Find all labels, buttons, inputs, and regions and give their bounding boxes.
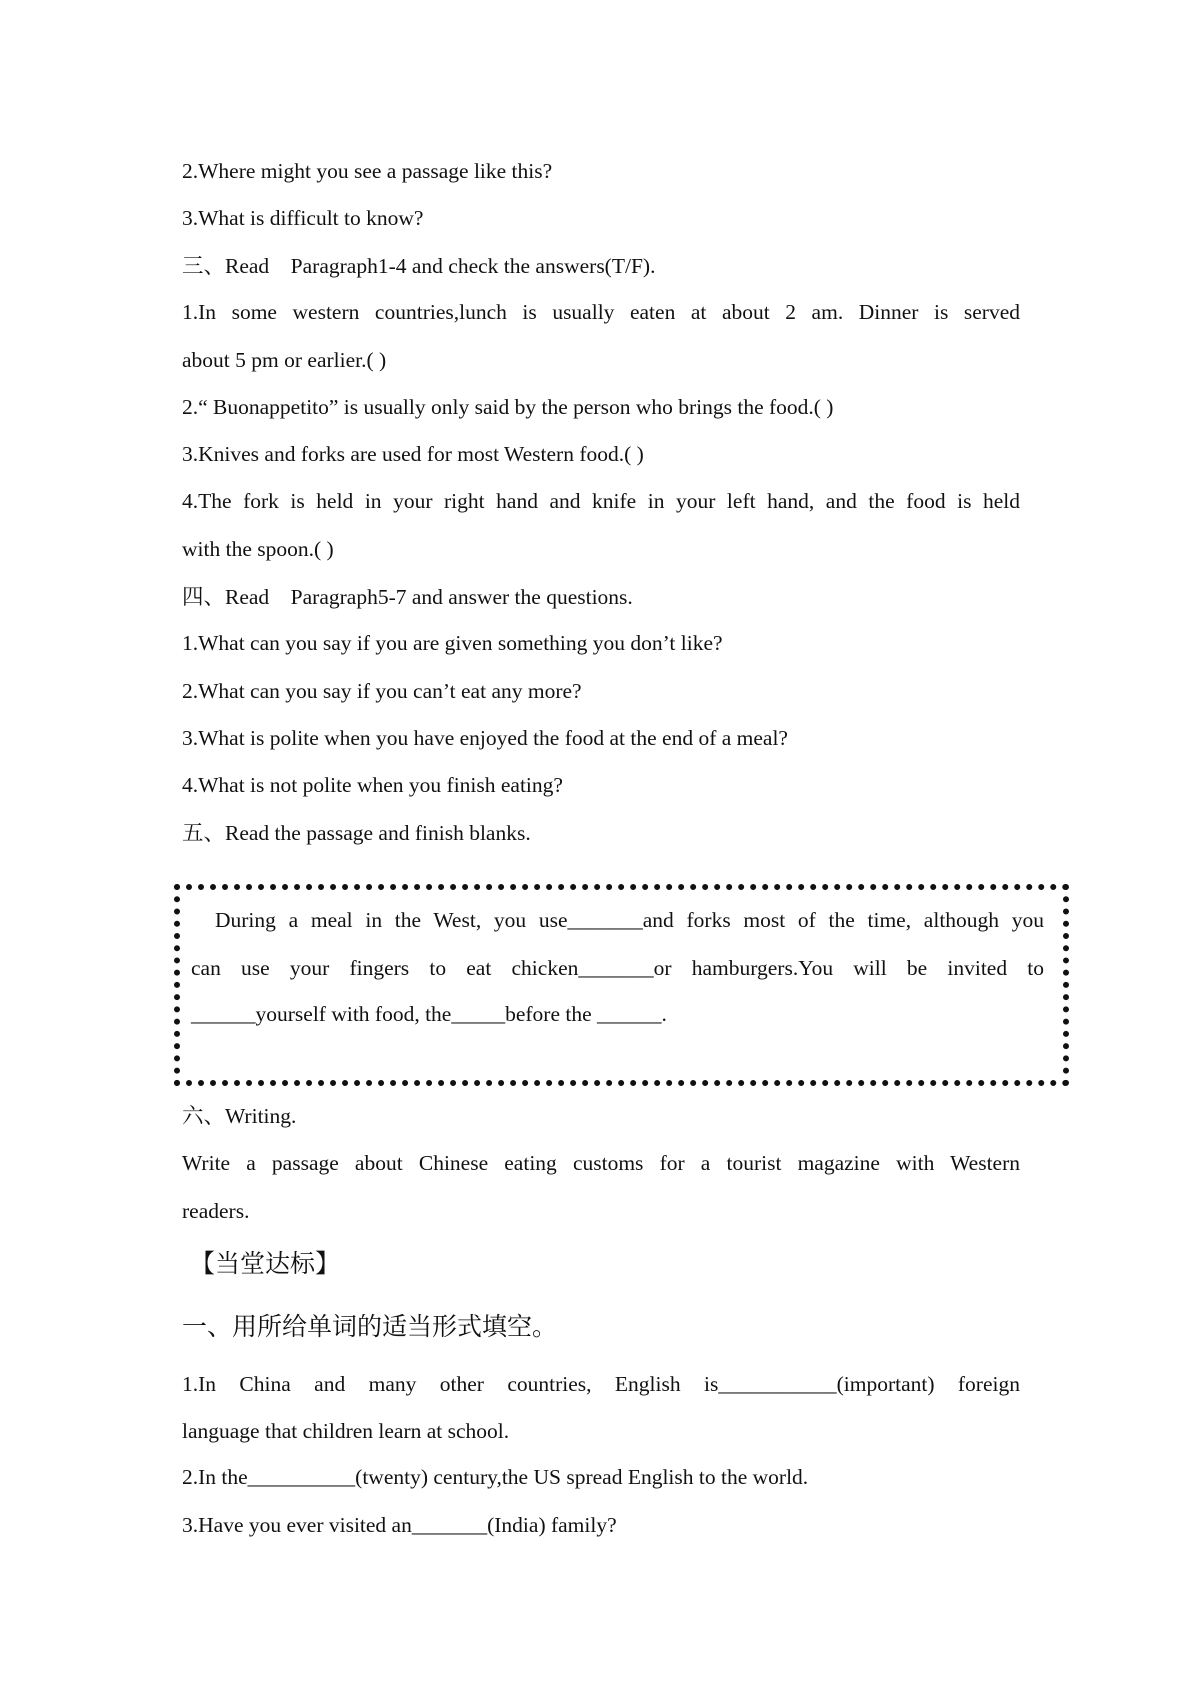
question-line: 4.The fork is held in your right hand and knife in your left hand, and the food is held xyxy=(182,489,1020,513)
exercise-line: 2.In the__________(twenty) century,the US spread English to the world. xyxy=(182,1465,809,1489)
question-line: 3.What is polite when you have enjoyed the food at the end of a meal? xyxy=(182,726,788,750)
question-line: about 5 pm or earlier.( ) xyxy=(182,348,387,372)
question-line: 2.“ Buonappetito” is usually only said by the person who brings the food.( ) xyxy=(182,395,834,419)
section-heading: 四、Read Paragraph5-7 and answer the questions. xyxy=(182,585,633,609)
exercise-line: 3.Have you ever visited an_______(India) family? xyxy=(182,1513,617,1537)
writing-prompt: readers. xyxy=(182,1199,250,1223)
section-heading: 三、Read Paragraph1-4 and check the answers(T/F). xyxy=(182,254,656,278)
passage-line: During a meal in the West, you use_______and forks most of the time, although you xyxy=(215,908,1044,932)
section-heading: 五、Read the passage and finish blanks. xyxy=(182,821,531,845)
passage-line: can use your fingers to eat chicken_______or hamburgers.You will be invited to xyxy=(191,956,1044,980)
exercise-line: language that children learn at school. xyxy=(182,1419,510,1443)
question-line: 1.What can you say if you are given something you don’t like? xyxy=(182,631,723,655)
question-line: 3.Knives and forks are used for most Western food.( ) xyxy=(182,442,644,466)
question-line: 4.What is not polite when you finish eating? xyxy=(182,773,563,797)
exercise-title: 一、用所给单词的适当形式填空。 xyxy=(182,1314,558,1341)
writing-prompt: Write a passage about Chinese eating customs for a tourist magazine with Western xyxy=(182,1151,1020,1175)
question-line: 2.What can you say if you can’t eat any more? xyxy=(182,679,582,703)
passage-line: ______yourself with food, the_____before the ______. xyxy=(191,1002,667,1026)
section-heading: 六、Writing. xyxy=(182,1104,297,1128)
question-line: 3.What is difficult to know? xyxy=(182,206,424,230)
section-title: 【当堂达标】 xyxy=(190,1251,341,1278)
question-line: 1.In some western countries,lunch is usually eaten at about 2 am. Dinner is served xyxy=(182,300,1020,324)
question-line: with the spoon.( ) xyxy=(182,537,334,561)
question-line: 2.Where might you see a passage like this? xyxy=(182,159,553,183)
exercise-line: 1.In China and many other countries, English is___________(important) foreign xyxy=(182,1372,1020,1396)
